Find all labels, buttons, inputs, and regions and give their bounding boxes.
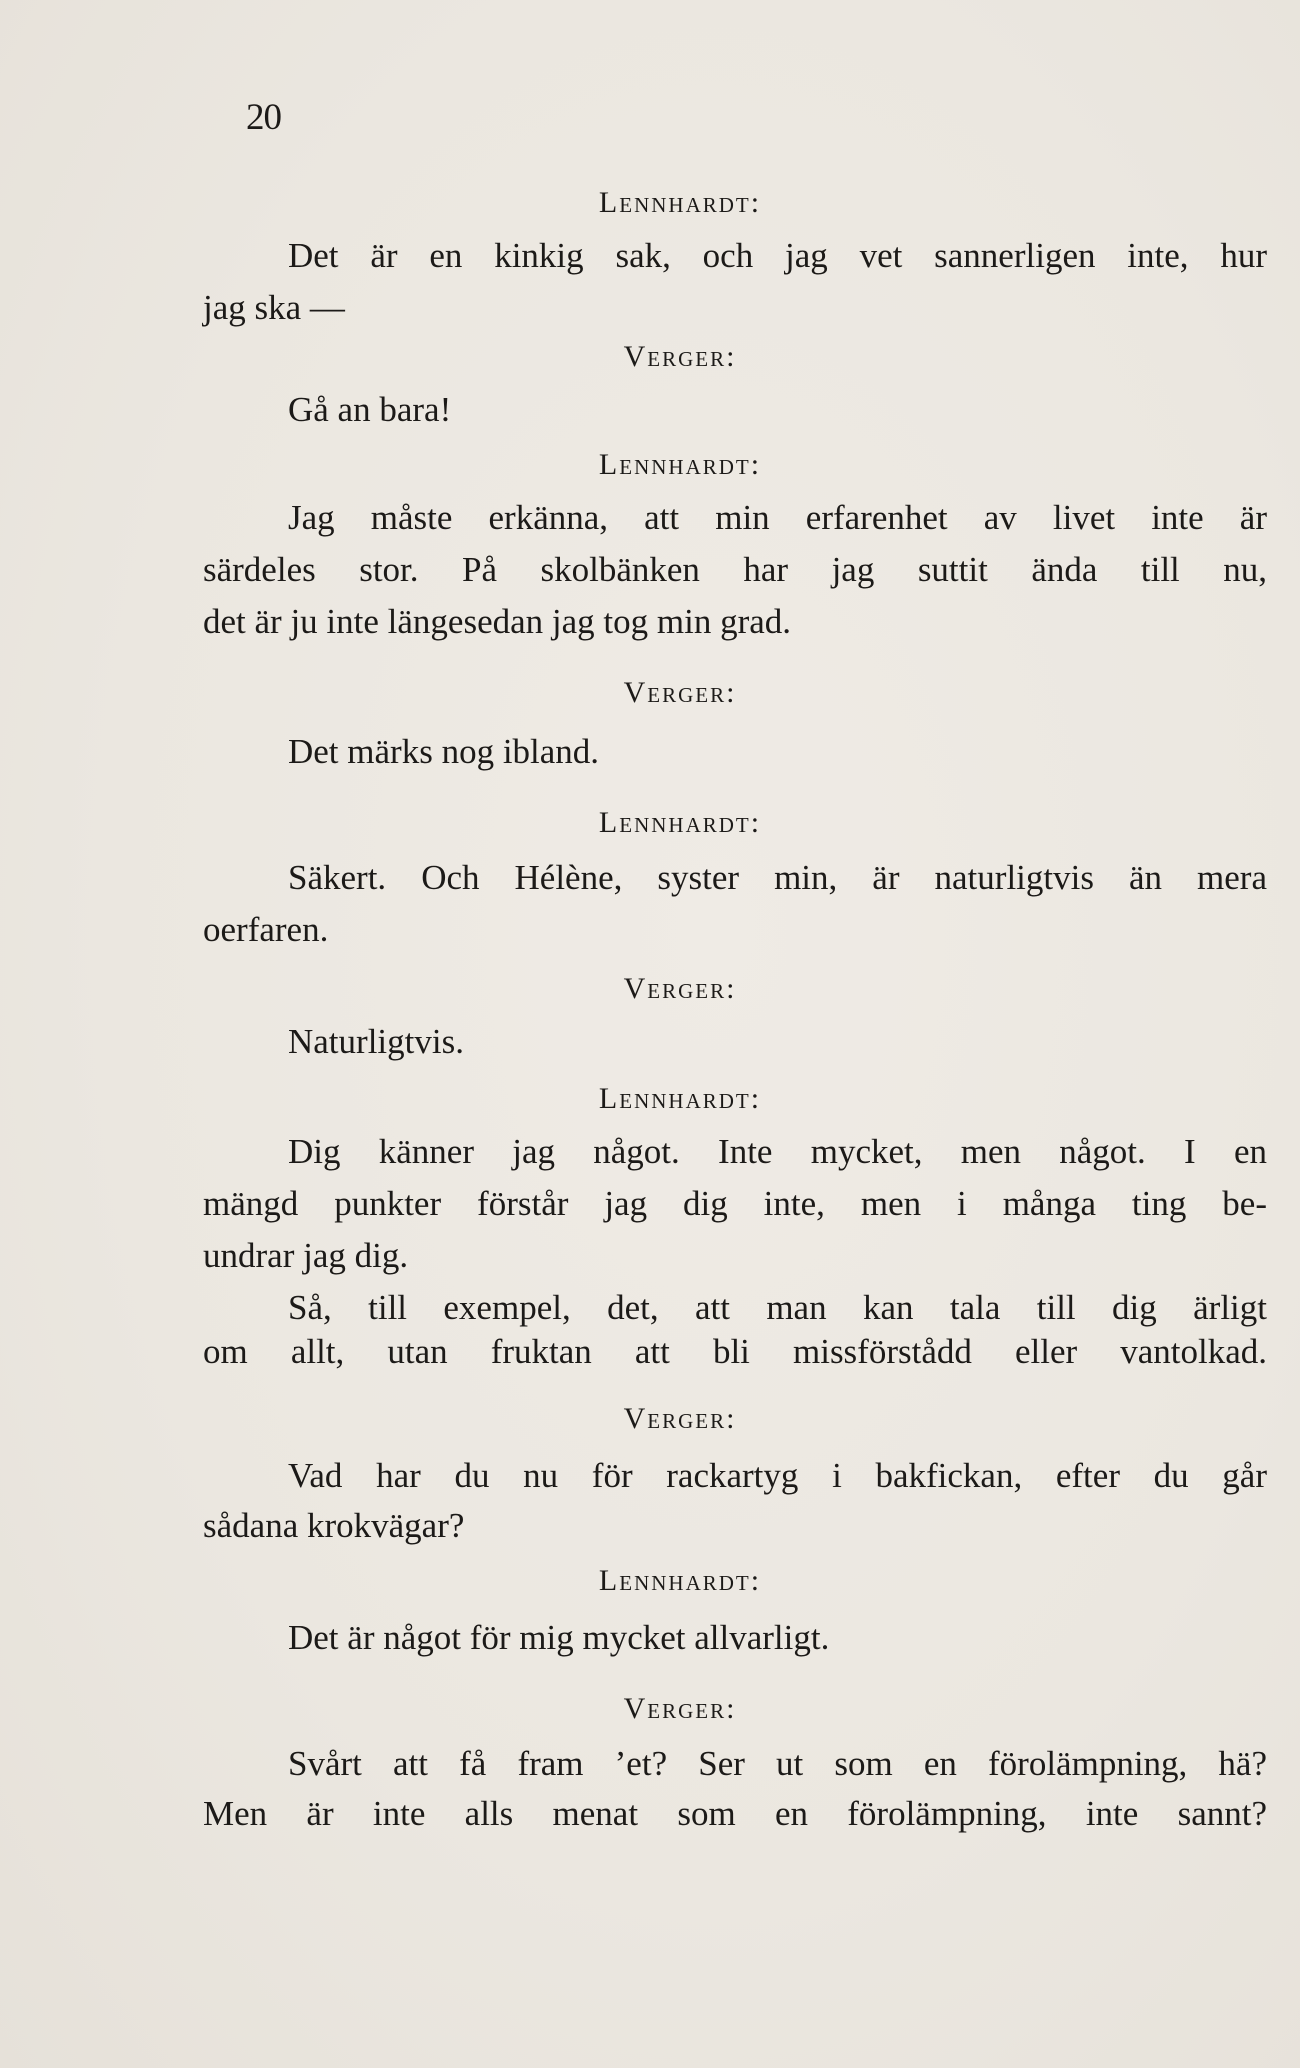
speaker-label: Verger:	[623, 1692, 737, 1725]
dialogue-line: Gå an bara!	[288, 390, 452, 429]
dialogue-line: mängd punkter förstår jag dig inte, men i många ting be-	[203, 1184, 1267, 1223]
dialogue-line: Svårt att få fram ’et? Ser ut som en förolämpning, hä?	[288, 1744, 1267, 1783]
speaker-label: Verger:	[623, 972, 737, 1005]
dialogue-line: Det är en kinkig sak, och jag vet sannerligen inte, hur	[288, 236, 1267, 275]
dialogue-line: Men är inte alls menat som en förolämpning, inte sannt?	[203, 1794, 1267, 1833]
speaker-label: Verger:	[623, 340, 737, 373]
dialogue-line: Naturligtvis.	[288, 1022, 464, 1061]
dialogue-line: Så, till exempel, det, att man kan tala till dig ärligt	[288, 1288, 1267, 1327]
dialogue-line: särdeles stor. På skolbänken har jag suttit ända till nu,	[203, 550, 1267, 589]
dialogue-line: jag ska —	[203, 288, 345, 327]
dialogue-line: det är ju inte längesedan jag tog min grad.	[203, 602, 792, 641]
dialogue-line: Det är något för mig mycket allvarligt.	[288, 1618, 830, 1657]
dialogue-line: sådana krokvägar?	[203, 1506, 465, 1545]
dialogue-line: oerfaren.	[203, 910, 329, 949]
speaker-label: Lennhardt:	[598, 1564, 762, 1597]
dialogue-line: om allt, utan fruktan att bli missförstådd eller vantolkad.	[203, 1332, 1267, 1371]
dialogue-line: Det märks nog ibland.	[288, 732, 600, 771]
dialogue-line: Dig känner jag något. Inte mycket, men något. I en	[288, 1132, 1267, 1171]
speaker-label: Verger:	[623, 676, 737, 709]
dialogue-line: Säkert. Och Hélène, syster min, är naturligtvis än mera	[288, 858, 1267, 897]
speaker-label: Lennhardt:	[598, 1082, 762, 1115]
speaker-label: Verger:	[623, 1402, 737, 1435]
page-number: 20	[246, 97, 281, 138]
speaker-label: Lennhardt:	[598, 806, 762, 839]
speaker-label: Lennhardt:	[598, 186, 762, 219]
speaker-label: Lennhardt:	[598, 448, 762, 481]
dialogue-line: Jag måste erkänna, att min erfarenhet av livet inte är	[288, 498, 1267, 537]
dialogue-line: undrar jag dig.	[203, 1236, 409, 1275]
dialogue-line: Vad har du nu för rackartyg i bakfickan, efter du går	[288, 1456, 1267, 1495]
